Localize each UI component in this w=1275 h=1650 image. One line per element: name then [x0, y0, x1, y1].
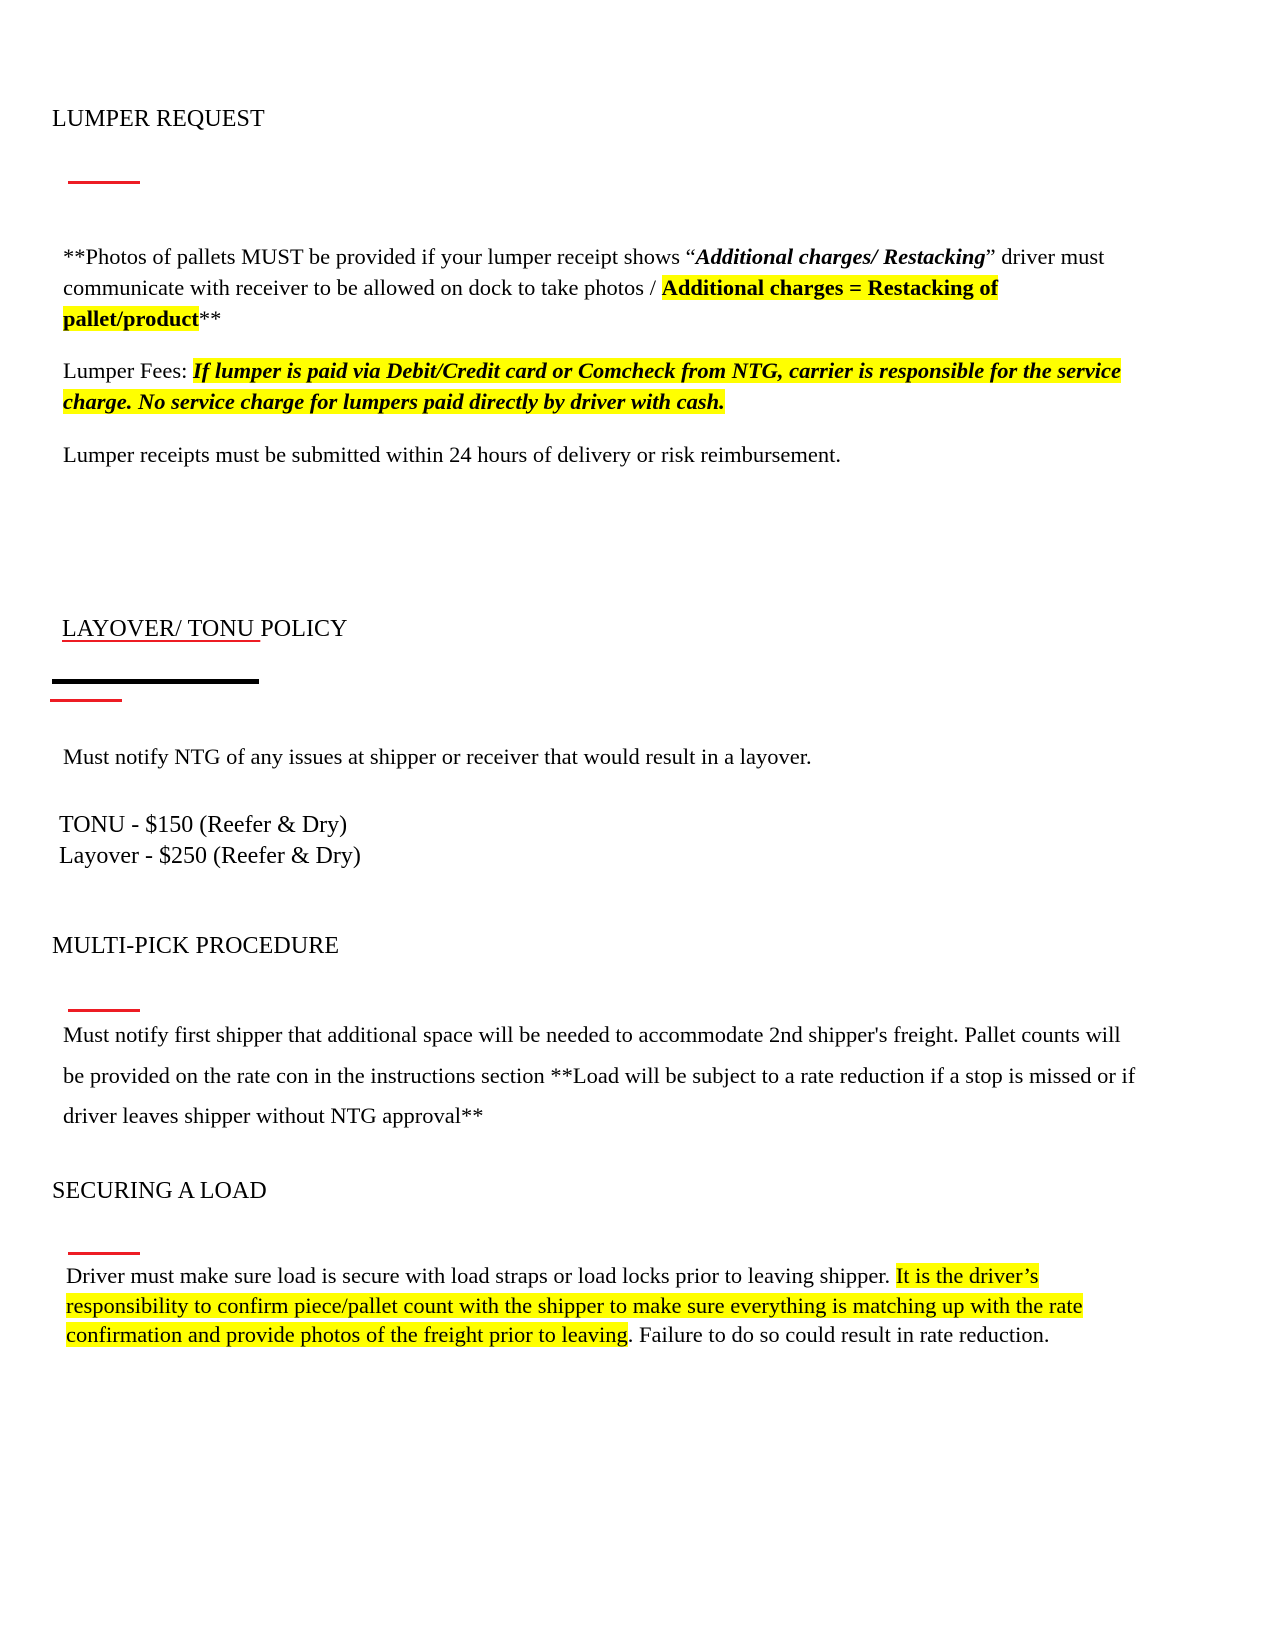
lumper-receipts-text: Lumper receipts must be submitted within 24 hours of delivery or risk reimbursement.	[63, 442, 841, 467]
multipick-paragraph: Must notify first shipper that additional space will be needed to accommodate 2nd shipper's freight. Pallet counts will be provided on the rate con in the instructions section **Load will be subject to a rate reduction if a stop is missed or if driver leaves shipper without NTG approval**	[63, 1022, 1136, 1128]
photos-highlight: Additional charges = Restacking of pallet/product	[63, 275, 999, 331]
layover-fee: Layover - $250 (Reefer & Dry)	[59, 843, 361, 869]
layover-black-rule	[52, 679, 259, 684]
lumper-photos-paragraph	[63, 241, 1123, 334]
layover-notify-text: Must notify NTG of any issues at shipper or receiver that would result in a layover.	[63, 744, 812, 769]
securing-text-1: Driver must make sure load is secure with load straps or load locks prior to leaving shipper.	[66, 1263, 896, 1288]
lumper-fees-highlight: If lumper is paid via Debit/Credit card or Comcheck from NTG, carrier is responsible for the service charge. No service charge for lumpers paid directly by driver with cash.	[63, 358, 1122, 414]
photos-emphasis: Additional charges/ Restacking	[695, 244, 986, 269]
layover-heading-underlined: LAYOVER/ TONU	[62, 616, 261, 642]
multipick-red-rule	[68, 1009, 140, 1012]
tonu-fee: TONU - $150 (Reefer & Dry)	[59, 812, 348, 838]
photos-text-2: ” driver must communicate with receiver to be allowed on dock to take photos /	[63, 244, 1105, 300]
securing-paragraph	[66, 1261, 1111, 1350]
lumper-red-rule	[68, 181, 140, 184]
layover-heading	[62, 616, 348, 643]
lumper-fees-label: Lumper Fees:	[63, 358, 193, 383]
securing-text-2: . Failure to do so could result in rate reduction.	[627, 1322, 1050, 1347]
securing-heading: SECURING A LOAD	[52, 1178, 267, 1204]
layover-red-rule	[50, 699, 122, 702]
lumper-request-heading: LUMPER REQUEST	[52, 106, 265, 132]
layover-heading-rest: POLICY	[260, 616, 348, 642]
securing-highlight: It is the driver’s responsibility to confirm piece/pallet count with the shipper to make sure everything is matching up with the rate confirmation and provide photos of the freight prior to leaving	[66, 1263, 1083, 1347]
multipick-heading: MULTI-PICK PROCEDURE	[52, 933, 340, 959]
photos-text-3: **	[198, 306, 222, 331]
photos-text-1: **Photos of pallets MUST be provided if your lumper receipt shows “	[63, 244, 696, 269]
securing-red-rule	[68, 1252, 140, 1255]
lumper-fees-paragraph	[63, 355, 1123, 417]
